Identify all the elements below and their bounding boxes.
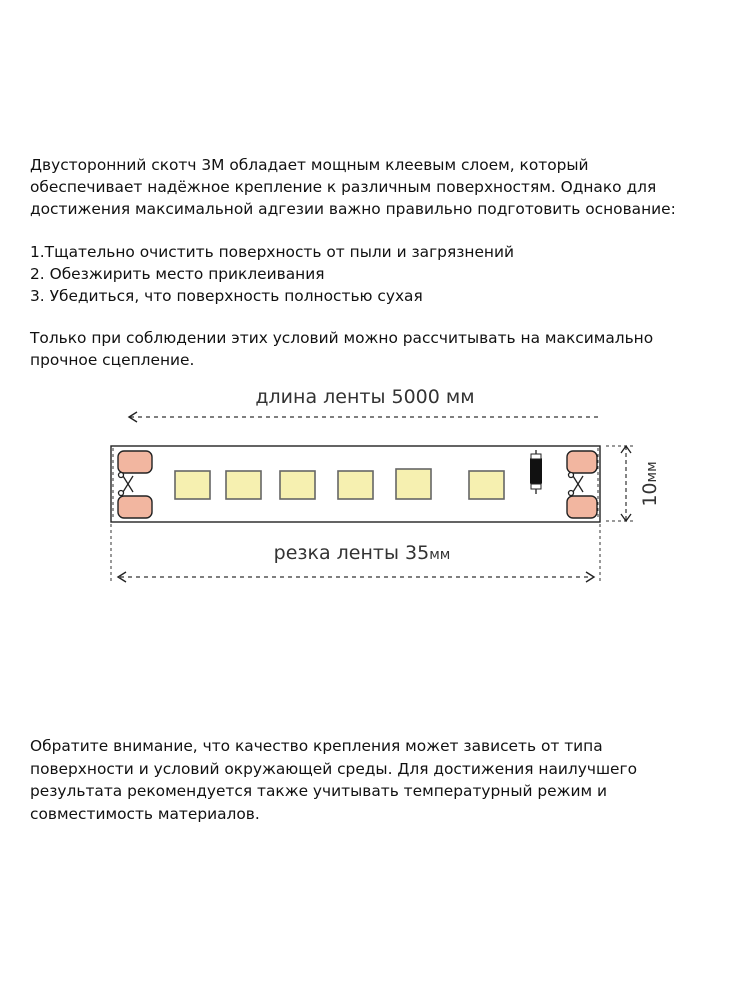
length-arrowhead <box>129 412 137 422</box>
intro-paragraph <box>30 154 720 220</box>
intro-line: обеспечивает надёжное крепление к различным поверхностям. Однако для <box>30 178 657 196</box>
cut-length-unit: мм <box>429 547 451 563</box>
scissors-icon <box>119 473 134 496</box>
led-chip <box>469 471 504 499</box>
cut-length-label: резка ленты 35 <box>273 542 430 564</box>
note-line: поверхности и условий окружающей среды. Для достижения наилучшего <box>30 759 637 778</box>
led-chip <box>338 471 373 499</box>
height-value: 10 <box>639 482 661 507</box>
step-item: 3. Убедиться, что поверхность полностью сухая <box>30 287 423 305</box>
note-line: Обратите внимание, что качество крепления может зависеть от типа <box>30 737 603 755</box>
led-chip <box>280 471 315 499</box>
led-chip <box>226 471 261 499</box>
resistor-icon <box>530 450 542 494</box>
solder-pad <box>118 496 152 518</box>
condition-paragraph <box>30 327 720 371</box>
solder-pad <box>118 451 152 473</box>
note-paragraph <box>30 735 720 825</box>
svg-text:10мм <box>639 461 661 506</box>
note-line: совместимость материалов. <box>30 804 260 823</box>
steps-list <box>30 241 720 307</box>
step-item: 2. Обезжирить место приклеивания <box>30 265 325 283</box>
led-chip <box>396 469 431 499</box>
led-strip-outline <box>111 446 600 522</box>
solder-pad <box>567 451 597 473</box>
scissors-icon <box>569 473 584 496</box>
step-item: 1.Тщательно очистить поверхность от пыли и загрязнений <box>30 243 514 261</box>
height-unit: мм <box>644 461 660 483</box>
led-chip-group <box>175 469 504 499</box>
svg-text:резка ленты 35мм <box>274 542 451 564</box>
intro-line: Двусторонний скотч 3М обладает мощным клеевым слоем, который <box>30 156 589 174</box>
length-label: длина ленты 5000 мм <box>255 386 475 408</box>
intro-line: достижения максимальной адгезии важно правильно подготовить основание: <box>30 200 676 218</box>
condition-line: Только при соблюдении этих условий можно рассчитывать на максимально <box>30 329 654 347</box>
note-line: результата рекомендуется также учитывать температурный режим и <box>30 782 608 800</box>
led-chip <box>175 471 210 499</box>
condition-line: прочное сцепление. <box>30 351 195 369</box>
solder-pad <box>567 496 597 518</box>
